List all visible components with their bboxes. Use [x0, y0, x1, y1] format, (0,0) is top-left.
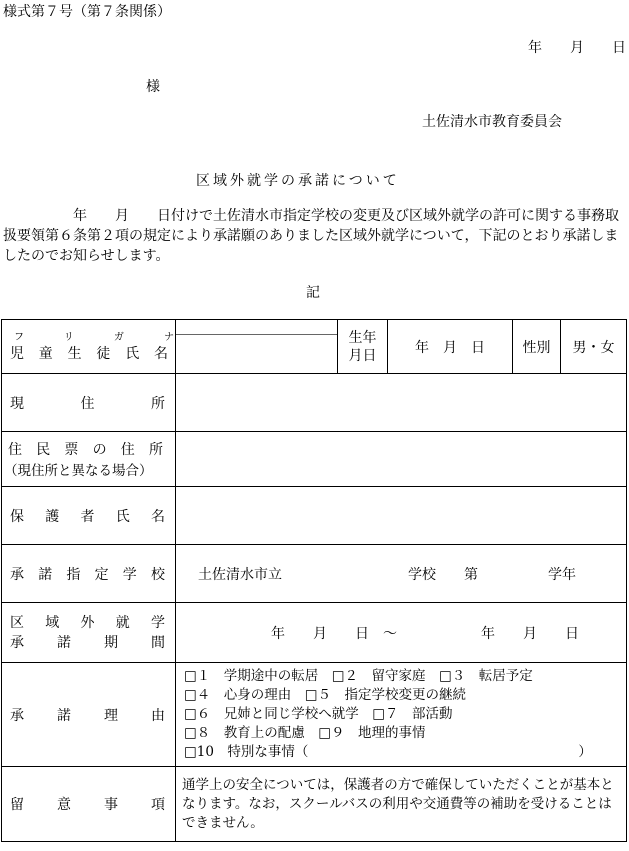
resident-address-field[interactable]	[176, 432, 627, 487]
period-field[interactable]: 年 月 日 ～ 年 月 日	[176, 603, 627, 663]
birth-label-cell	[338, 320, 388, 374]
row-current-address	[2, 374, 627, 432]
guardian-name-field[interactable]	[176, 487, 627, 545]
gender-field[interactable]: 男・女	[561, 320, 627, 374]
period-label-2: 承諾期間	[10, 634, 165, 651]
row-period	[2, 603, 627, 663]
resident-address-note: （現住所と異なる場合）	[4, 463, 153, 479]
student-name-label: 児童生徒氏名	[10, 346, 168, 362]
birth-date-field[interactable]: 年 月 日	[388, 320, 513, 374]
row-reason	[2, 663, 627, 767]
gender-label: 性別	[513, 320, 561, 374]
row-student-name	[2, 320, 627, 374]
date-year: 年	[528, 40, 542, 56]
form-number: 様式第７号（第７条関係）	[3, 4, 171, 20]
reason-line-5[interactable]: □10 特別な事情（ ）	[184, 744, 592, 760]
resident-address-label: 住民票の住所	[8, 442, 163, 458]
date-day: 日	[612, 40, 626, 56]
furigana-label: フリガナ	[14, 332, 174, 343]
birth-label-2: 月日	[348, 347, 377, 364]
row-notes	[2, 767, 627, 842]
date-month: 月	[570, 40, 584, 56]
current-address-field[interactable]	[176, 374, 627, 432]
notes-text: 通学上の安全については，保護者の方で確保していただくことが基本となります。なお，スクールバスの利用や交通費等の補助を受けることはできません。	[176, 767, 627, 842]
birth-label-1: 生年	[348, 329, 377, 346]
document-title: 区域外就学の承諾について	[196, 173, 400, 189]
row-guardian	[2, 487, 627, 545]
school-label: 承諾指定学校	[10, 566, 165, 583]
period-label-1: 区域外就学	[10, 614, 165, 631]
reason-line-3[interactable]: □６ 兄姉と同じ学校へ就学 □７ 部活動	[184, 706, 453, 722]
reason-line-4[interactable]: □８ 教育上の配慮 □９ 地理的事情	[184, 725, 426, 741]
ki-heading: 記	[306, 285, 320, 301]
school-field[interactable]: 土佐清水市立 学校 第 学年	[176, 545, 627, 603]
row-resident-address	[2, 432, 627, 487]
current-address-label: 現住所	[10, 395, 165, 412]
sender: 土佐清水市教育委員会	[422, 114, 562, 130]
body-text: 年 月 日付けで土佐清水市指定学校の変更及び区域外就学の許可に関する事務取扱要領第６条第２項の規定により承諾願のありました区域外就学について，下記のとおり承諾しましたのでお知らせします。	[3, 208, 619, 264]
student-name-label-cell	[2, 320, 176, 374]
date-line	[528, 37, 626, 57]
reason-line-1[interactable]: □１ 学期途中の転居 □２ 留守家庭 □３ 転居予定	[184, 668, 533, 684]
reason-label: 承諾理由	[10, 707, 165, 724]
reason-line-2[interactable]: □４ 心身の理由 □５ 指定学校変更の継続	[184, 687, 467, 703]
addressee-suffix: 様	[146, 79, 160, 95]
student-name-field[interactable]	[176, 320, 338, 374]
row-school	[2, 545, 627, 603]
reason-options	[176, 663, 627, 767]
form-table	[1, 319, 627, 842]
notes-label: 留意事項	[10, 797, 165, 813]
guardian-label: 保護者氏名	[10, 508, 165, 525]
